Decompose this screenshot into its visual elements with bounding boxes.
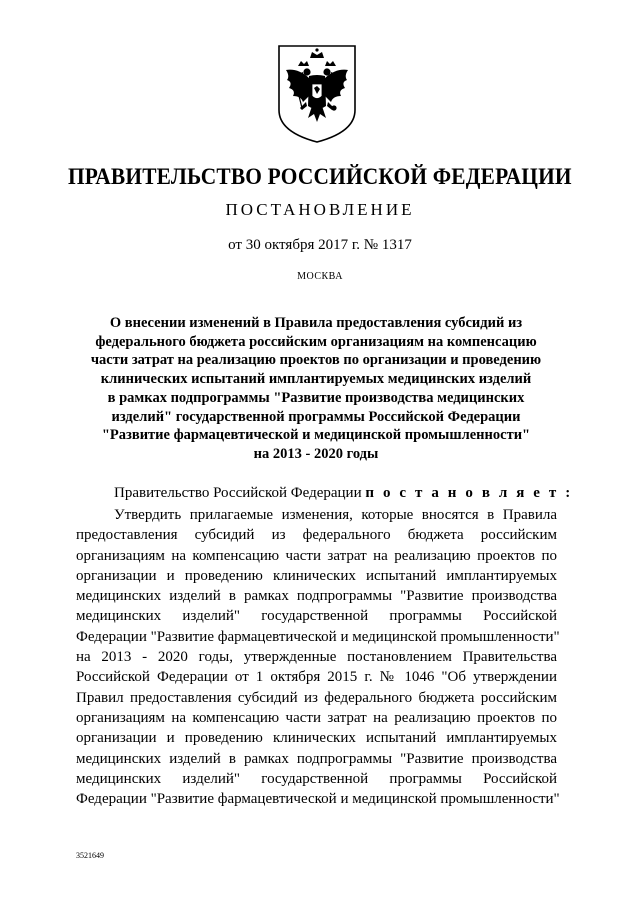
body-line: Федерации "Развитие фармацевтической и медицинской промышленности" bbox=[76, 791, 560, 808]
body-line: организациям на компенсацию части затрат на реализацию проектов по bbox=[76, 547, 557, 564]
title-line: О внесении изменений в Правила предоставления субсидий из bbox=[109, 315, 523, 331]
intro-subject: Правительство Российской Федерации bbox=[114, 485, 366, 501]
body-line: Российской Федерации от 1 октября 2015 г. № 1046 "Об утверждении bbox=[76, 669, 557, 686]
decree-body bbox=[76, 505, 560, 809]
body-line: медицинских изделий в рамках подпрограммы "Развитие производства bbox=[76, 588, 557, 605]
body-line: организации и проведению клинических испытаний имплантируемых bbox=[76, 567, 557, 584]
intro-verb: п о с т а н о в л я е т : bbox=[365, 485, 573, 501]
title-line: части затрат на реализацию проектов по организации и проведению bbox=[90, 352, 542, 369]
document-code: 3521649 bbox=[76, 851, 104, 860]
decree-intro bbox=[114, 483, 573, 503]
title-line: федерального бюджета российским организациям на компенсацию bbox=[95, 333, 537, 350]
title-line: в рамках подпрограммы "Развитие производства медицинских bbox=[107, 389, 525, 406]
body-line: предоставления субсидий из федерального бюджета российским bbox=[76, 527, 557, 544]
coat-of-arms-icon bbox=[276, 44, 358, 144]
title-line: изделий" государственной программы Российской Федерации bbox=[111, 408, 521, 425]
body-line: Правил предоставления субсидий из федерального бюджета российским bbox=[76, 689, 557, 706]
body-line: организации и проведению клинических испытаний имплантируемых bbox=[76, 730, 557, 747]
body-line: медицинских изделий в рамках подпрограммы "Развитие производства bbox=[76, 750, 557, 767]
decree-title bbox=[76, 314, 556, 464]
document-date-number: от 30 октября 2017 г. № 1317 bbox=[228, 237, 412, 253]
title-line: клинических испытаний имплантируемых медицинских изделий bbox=[100, 371, 532, 388]
body-line: Федерации "Развитие фармацевтической и медицинской промышленности" bbox=[76, 628, 560, 645]
body-line: на 2013 - 2020 годы, утвержденные постановлением Правительства bbox=[76, 649, 557, 666]
document-city: МОСКВА bbox=[297, 271, 343, 282]
government-name: ПРАВИТЕЛЬСТВО РОССИЙСКОЙ ФЕДЕРАЦИИ bbox=[67, 164, 572, 189]
title-line: "Развитие фармацевтической и медицинской промышленности" bbox=[101, 427, 531, 444]
title-line: на 2013 - 2020 годы bbox=[253, 445, 379, 462]
document-type: ПОСТАНОВЛЕНИЕ bbox=[225, 200, 415, 219]
body-line: медицинских изделий" государственной программы Российской bbox=[76, 770, 557, 787]
body-line: Утвердить прилагаемые изменения, которые вносятся в Правила bbox=[114, 507, 557, 523]
body-line: организациям на компенсацию части затрат на реализацию проектов по bbox=[76, 709, 557, 726]
body-line: медицинских изделий" государственной программы Российской bbox=[76, 608, 557, 625]
